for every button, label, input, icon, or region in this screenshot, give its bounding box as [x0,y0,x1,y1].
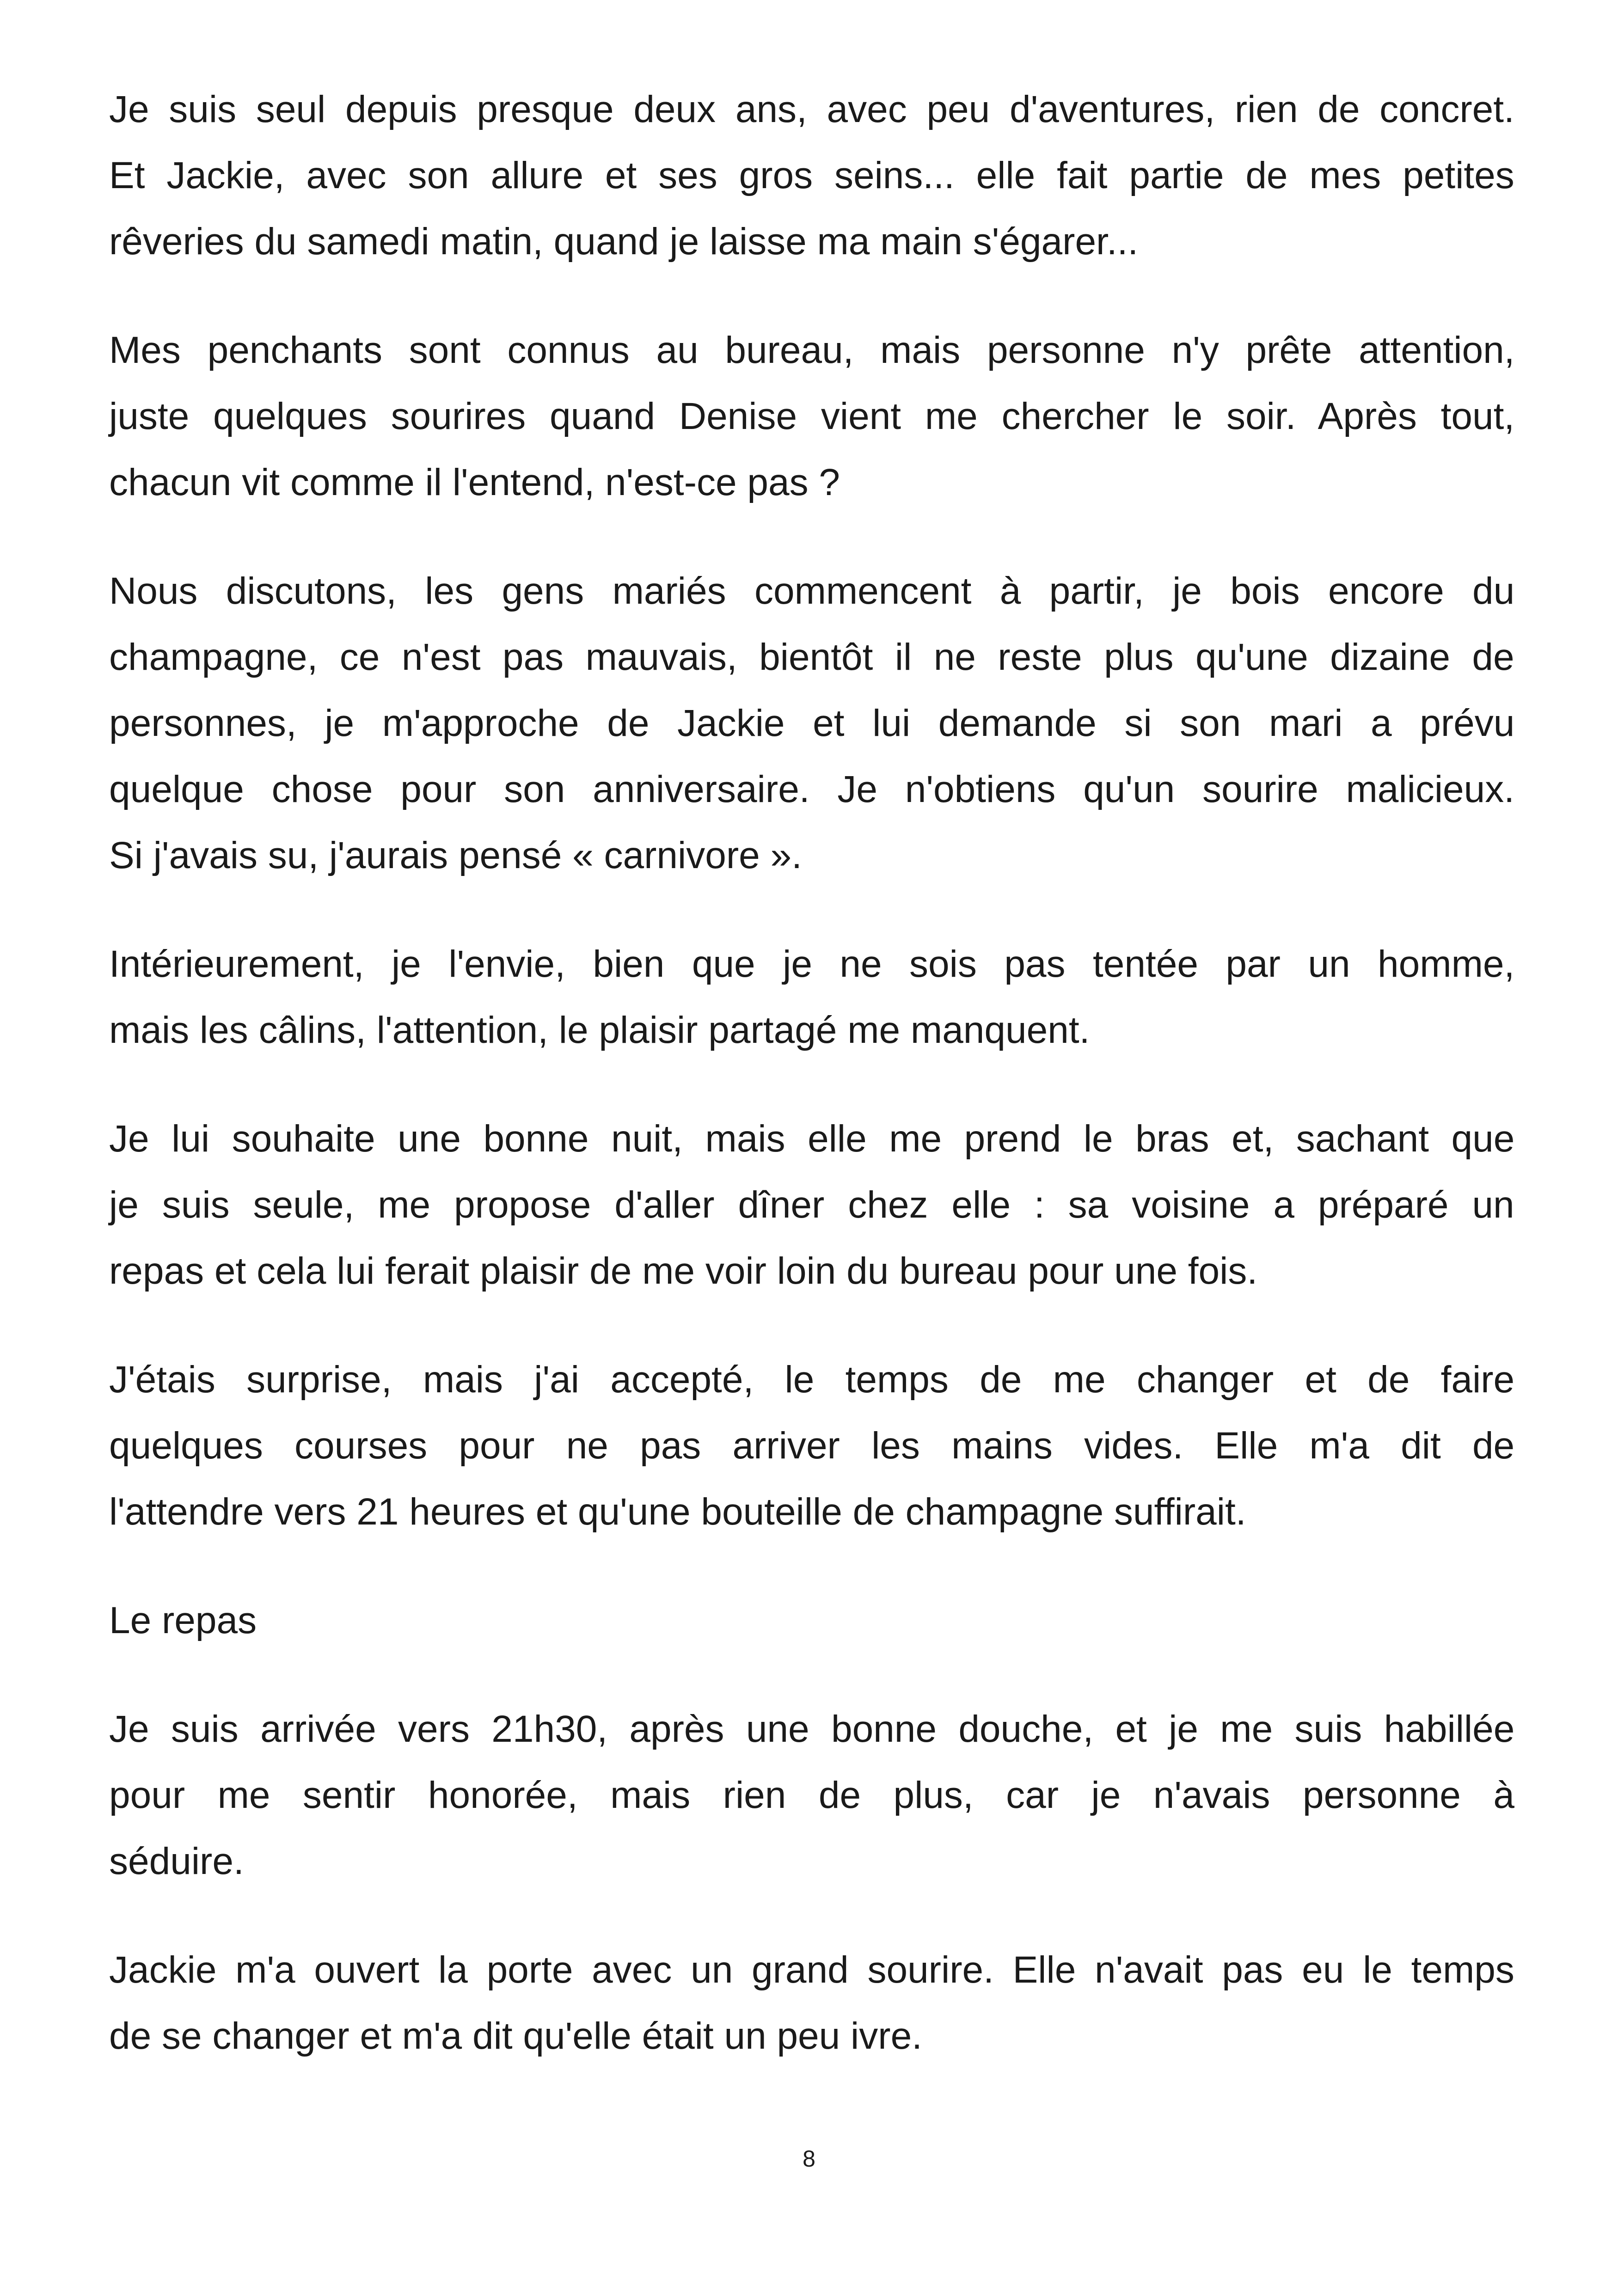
text-line: J'étais surprise, mais j'ai accepté, le temps de me changer et de faire [109,1359,1515,1401]
page-number: 8 [803,2146,815,2172]
paragraph [109,317,1514,515]
text-line: Mes penchants sont connus au bureau, mais personne n'y prête attention, [109,329,1515,371]
text-line: de se changer et m'a dit qu'elle était un peu ivre. [109,2015,922,2057]
text-line: mais les câlins, l'attention, le plaisir partagé me manquent. [109,1009,1090,1051]
text-line: personnes, je m'approche de Jackie et lui demande si son mari a prévu [109,702,1515,744]
text-line: Et Jackie, avec son allure et ses gros seins... elle fait partie de mes petites [109,154,1514,196]
paragraph [109,1696,1514,1894]
text-line: quelque chose pour son anniversaire. Je n'obtiens qu'un sourire malicieux. [109,768,1515,810]
text-line: Je lui souhaite une bonne nuit, mais elle me prend le bras et, sachant que [109,1118,1515,1160]
body-text [109,76,1514,2112]
text-line: Je suis arrivée vers 21h30, après une bonne douche, et je me suis habillée [109,1708,1515,1750]
paragraph [109,1937,1514,2069]
text-line: chacun vit comme il l'entend, n'est-ce pas ? [109,461,840,503]
text-line: l'attendre vers 21 heures et qu'une bouteille de champagne suffirait. [109,1491,1246,1533]
text-line: champagne, ce n'est pas mauvais, bientôt il ne reste plus qu'une dizaine de [109,636,1514,678]
text-line: repas et cela lui ferait plaisir de me voir loin du bureau pour une fois. [109,1250,1258,1292]
text-line: Nous discutons, les gens mariés commencent à partir, je bois encore du [109,570,1515,612]
text-line: pour me sentir honorée, mais rien de plus, car je n'avais personne à [109,1774,1514,1816]
text-line: juste quelques sourires quand Denise vient me chercher le soir. Après tout, [109,395,1515,437]
text-line: je suis seule, me propose d'aller dîner chez elle : sa voisine a préparé un [109,1184,1514,1226]
text-line: Si j'avais su, j'aurais pensé « carnivore ». [109,834,802,876]
text-line: Le repas [109,1599,257,1641]
text-line: Je suis seul depuis presque deux ans, avec peu d'aventures, rien de concret. [109,88,1514,130]
text-line: Jackie m'a ouvert la porte avec un grand sourire. Elle n'avait pas eu le temps [109,1949,1514,1991]
text-line: séduire. [109,1840,244,1882]
paragraph [109,1587,1514,1653]
paragraph [109,76,1514,275]
text-line: Intérieurement, je l'envie, bien que je ne sois pas tentée par un homme, [109,943,1515,985]
paragraph [109,1106,1514,1304]
text-line: rêveries du samedi matin, quand je laisse ma main s'égarer... [109,220,1139,263]
paragraph [109,931,1514,1063]
paragraph [109,558,1514,888]
paragraph [109,1347,1514,1545]
text-line: quelques courses pour ne pas arriver les mains vides. Elle m'a dit de [109,1425,1515,1467]
